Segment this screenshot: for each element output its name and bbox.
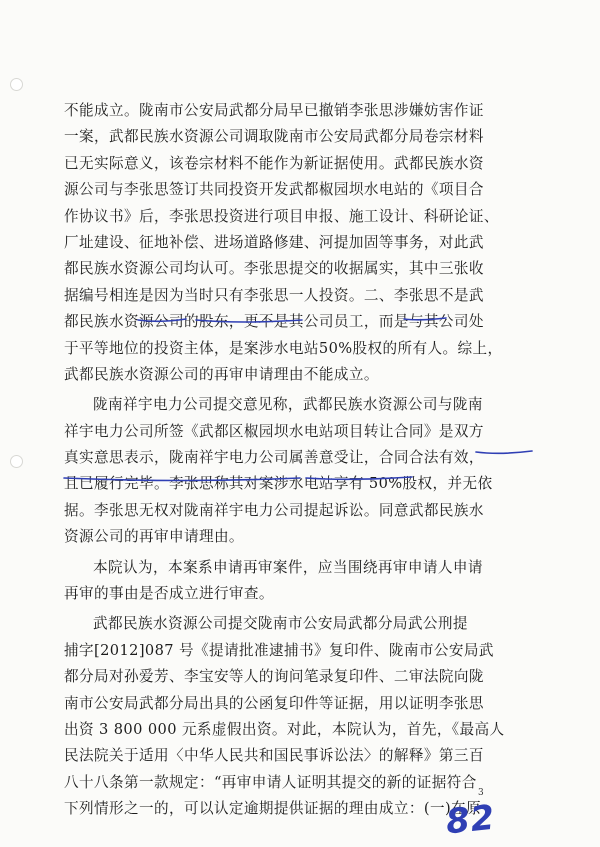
handwritten-page-number: 82 — [444, 797, 498, 843]
text-line: 都民族水资源公司的股东，更不是其公司员工，而是与其公司处 — [64, 313, 484, 331]
page-number: 3 — [478, 788, 484, 798]
text-line: 民法院关于适用〈中华人民共和国民事诉讼法〉的解释》第三百 — [64, 747, 484, 765]
text-line: 本院认为，本案系申请再审案件，应当围绕再审申请人申请 — [93, 558, 483, 576]
punch-hole — [10, 78, 23, 91]
text-line: 于平等地位的投资主体，是案涉水电站50%股权的所有人。综上， — [64, 339, 503, 357]
text-line: 厂址建设、征地补偿、进场道路修建、河提加固等事务，对此武 — [64, 233, 484, 251]
text-line: 都分局对孙爱芳、李宝安等人的询问笔录复印件、二审法院向陇 — [64, 668, 484, 686]
text-line: 真实意思表示，陇南祥宇电力公司属善意受让，合同合法有效， — [64, 449, 484, 467]
text-line: 武都民族水资源公司的再审申请理由不能成立。 — [64, 365, 379, 383]
text-line: 再审的事由是否成立进行审查。 — [64, 585, 274, 603]
text-line: 已无实际意义，该卷宗材料不能作为新证据使用。武都民族水资 — [64, 154, 484, 172]
text-line: 出资 3 800 000 元系虚假出资。对此，本院认为，首先，《最高人 — [64, 720, 505, 738]
punch-hole — [10, 455, 23, 468]
text-line: 据。李张思无权对陇南祥宇电力公司提起诉讼。同意武都民族水 — [64, 501, 484, 519]
text-line: 一案，武都民族水资源公司调取陇南市公安局武都分局卷宗材料 — [64, 128, 484, 146]
body-text — [64, 98, 534, 823]
text-line: 武都民族水资源公司提交陇南市公安局武都分局武公刑提 — [93, 615, 468, 633]
text-line: 南市公安局武都分局出具的公函复印件等证据，用以证明李张思 — [64, 694, 484, 712]
text-line: 作协议书》后，李张思投资进行项目申报、施工设计、科研论证、 — [64, 207, 499, 225]
text-line: 陇南祥宇电力公司提交意见称，武都民族水资源公司与陇南 — [93, 396, 483, 414]
text-line: 源公司与李张思签订共同投资开发武都椒园坝水电站的《项目合 — [64, 181, 484, 199]
text-line: 据编号相连是因为当时只有李张思一人投资。二、李张思不是武 — [64, 286, 484, 304]
text-line: 祥宇电力公司所签《武都区椒园坝水电站项目转让合同》是双方 — [64, 422, 484, 440]
text-line: 不能成立。陇南市公安局武都分局早已撤销李张思涉嫌妨害作证 — [64, 102, 484, 119]
text-line: 捕字[2012]087 号《提请批准逮捕书》复印件、陇南市公安局武 — [64, 641, 494, 659]
text-line: 下列情形之一的，可以认定逾期提供证据的理由成立：(一)在原 — [64, 800, 482, 818]
text-line: 资源公司的再审申请理由。 — [64, 528, 244, 546]
text-line: 八十八条第一款规定：“再审申请人证明其提交的新的证据符合 — [64, 773, 477, 791]
text-line: 且已履行完毕。李张思称其对案涉水电站享有 50%股权，并无依 — [64, 475, 493, 493]
text-line: 都民族水资源公司均认可。李张思提交的收据属实，其中三张收 — [64, 260, 484, 278]
